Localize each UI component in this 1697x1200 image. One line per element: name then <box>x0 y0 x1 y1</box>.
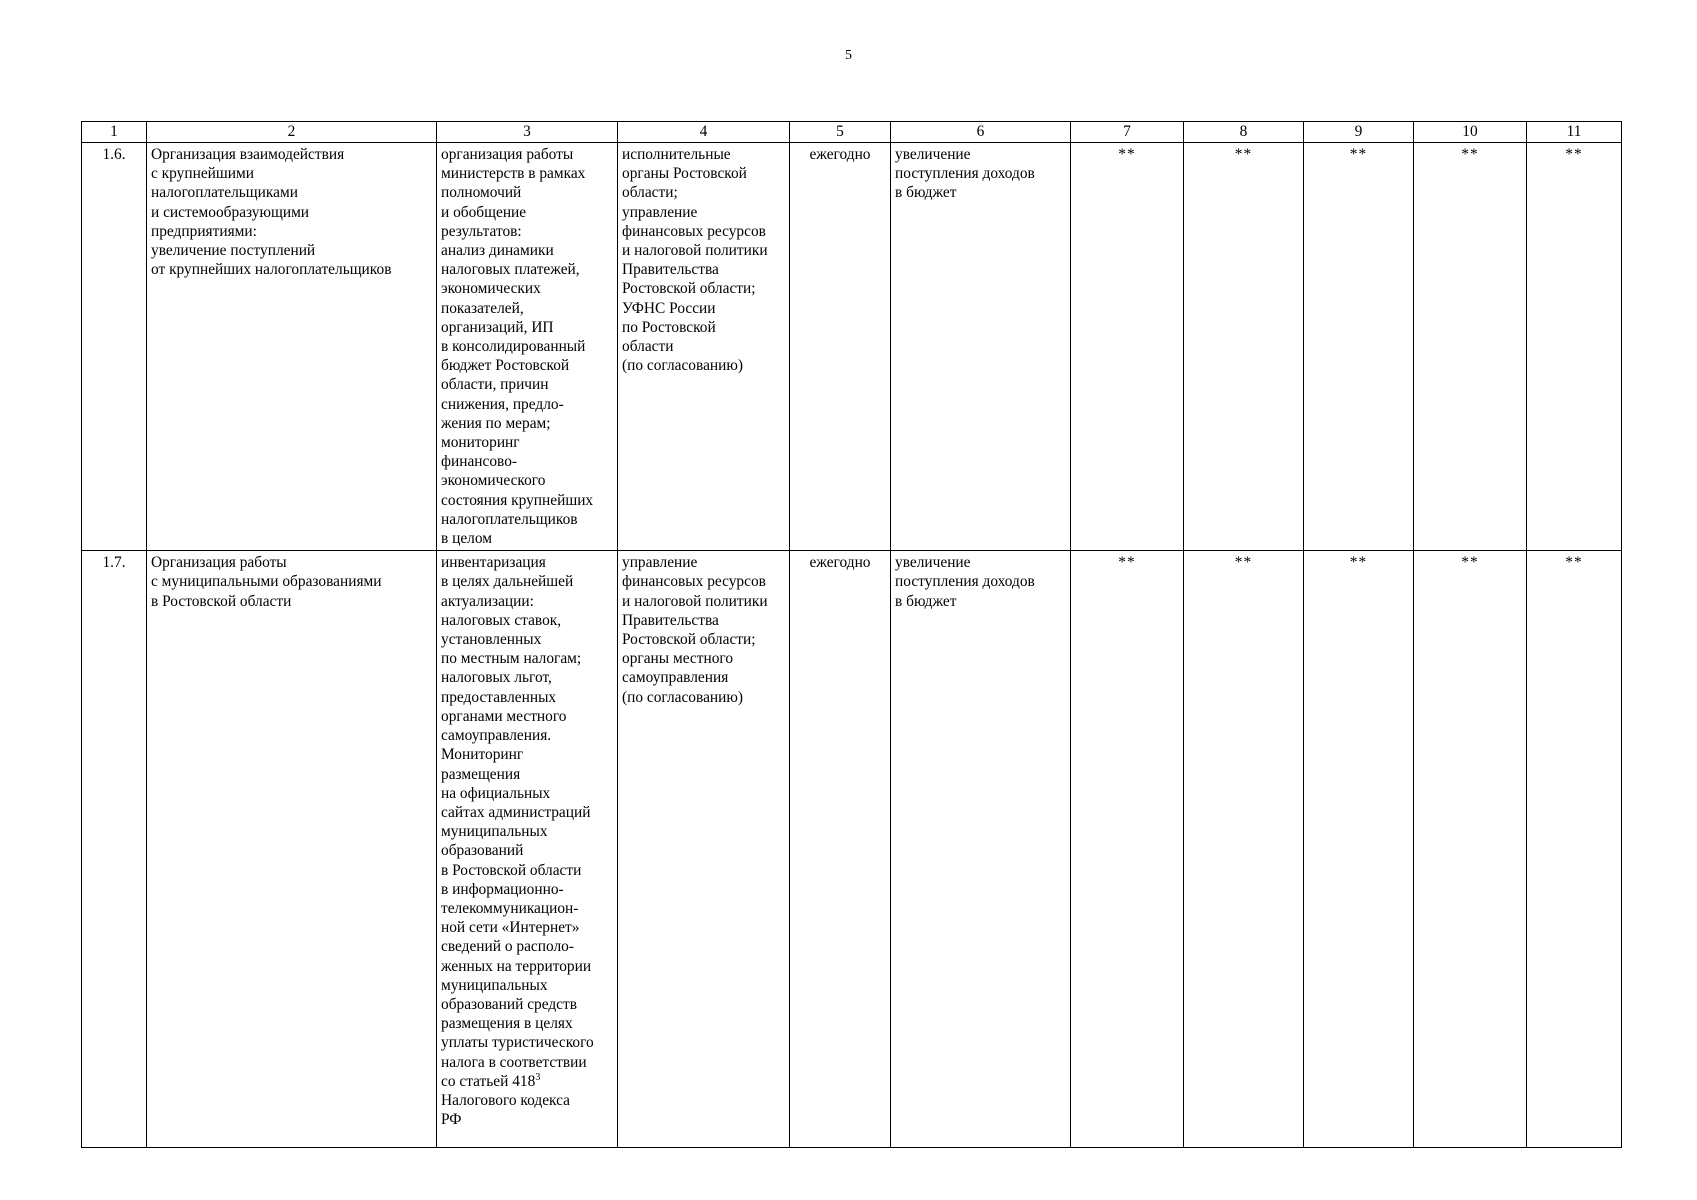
measure-name-line: от крупнейших налогоплательщиков <box>151 261 392 279</box>
measure-name-line: Организация взаимодействия <box>151 146 345 163</box>
article-text: со статьей 418 <box>441 1072 536 1090</box>
measure-name-line: Организация работы <box>151 554 287 572</box>
executors-line: УФНС России <box>622 299 716 317</box>
actions-line: показателей, <box>441 299 524 317</box>
actions-line: экономического <box>441 472 546 490</box>
result-line: поступления доходов <box>895 165 1035 183</box>
actions-line: муниципальных <box>441 976 548 994</box>
actions-line: экономических <box>441 280 541 298</box>
column-header: 2 <box>147 122 437 143</box>
row-number: 1.7. <box>82 551 147 1148</box>
executors-line: управление <box>622 554 698 572</box>
executors-line: и налоговой политики <box>622 592 768 610</box>
actions-line: на официальных <box>441 784 551 802</box>
measure-name-line: с крупнейшими <box>151 165 254 183</box>
executors-line: области <box>622 338 674 356</box>
executors-line: самоуправления <box>622 669 729 687</box>
value-cell-9: ** <box>1304 143 1414 551</box>
column-header: 6 <box>891 122 1071 143</box>
result-cell <box>891 551 1071 1148</box>
period-cell: ежегодно <box>790 551 891 1148</box>
page-number: 5 <box>845 48 852 63</box>
actions-line: муниципальных <box>441 823 548 841</box>
actions-line: в целом <box>441 530 493 548</box>
value-cell-8: ** <box>1184 551 1304 1148</box>
actions-line: министерств в рамках <box>441 165 586 183</box>
measures-table <box>81 121 1622 1148</box>
measure-name-line: с муниципальными образованиями <box>151 573 382 591</box>
value-cell-11: ** <box>1527 551 1622 1148</box>
actions-line: области, причин <box>441 376 549 394</box>
column-header: 7 <box>1071 122 1184 143</box>
measure-name-line: увеличение поступлений <box>151 242 316 260</box>
measure-name-cell <box>147 143 437 551</box>
actions-line: и обобщение <box>441 203 527 221</box>
executors-line: органы Ростовской <box>622 165 747 183</box>
executors-line: Правительства <box>622 261 719 279</box>
column-header: 4 <box>618 122 790 143</box>
executors-line: по Ростовской <box>622 318 716 336</box>
actions-line: Налогового кодекса <box>441 1091 570 1109</box>
actions-line: состояния крупнейших <box>441 491 594 509</box>
actions-line: образований <box>441 842 524 860</box>
executors-line: исполнительные <box>622 146 731 163</box>
column-header: 10 <box>1414 122 1527 143</box>
actions-line: снижения, предло- <box>441 395 564 413</box>
measure-name-line: налогоплательщиками <box>151 184 298 202</box>
result-line: в бюджет <box>895 592 957 610</box>
actions-line: финансово- <box>441 453 518 471</box>
actions-line: налоговых платежей, <box>441 261 580 279</box>
actions-line: результатов: <box>441 222 522 240</box>
value-cell-8: ** <box>1184 143 1304 551</box>
executors-line: Ростовской области; <box>622 631 756 649</box>
actions-line: организаций, ИП <box>441 318 554 336</box>
actions-line: телекоммуникацион- <box>441 899 579 917</box>
period-cell: ежегодно <box>790 143 891 551</box>
actions-line: сведений о располо- <box>441 938 574 956</box>
value-cell-10: ** <box>1414 143 1527 551</box>
column-number-row <box>82 122 1622 143</box>
actions-line: ной сети «Интернет» <box>441 919 580 937</box>
result-line: увеличение <box>895 146 971 163</box>
actions-line: налоговых льгот, <box>441 669 552 687</box>
actions-line: организация работы <box>441 146 574 163</box>
actions-line: самоуправления. <box>441 727 552 745</box>
actions-line: женных на территории <box>441 957 592 975</box>
executors-line: (по согласованию) <box>622 688 743 706</box>
actions-line: актуализации: <box>441 592 534 610</box>
actions-line: жения по мерам; <box>441 414 551 432</box>
actions-line: сайтах администраций <box>441 803 591 821</box>
row-number: 1.6. <box>82 143 147 551</box>
actions-line: инвентаризация <box>441 554 546 572</box>
result-cell <box>891 143 1071 551</box>
executors-line: и налоговой политики <box>622 242 768 260</box>
table-row <box>82 551 1622 1148</box>
actions-line: налоговых ставок, <box>441 611 562 629</box>
actions-line: в консолидированный <box>441 338 586 356</box>
executors-line: области; <box>622 184 678 202</box>
executors-line: органы местного <box>622 650 734 668</box>
actions-line: бюджет Ростовской <box>441 357 570 375</box>
column-header: 11 <box>1527 122 1622 143</box>
actions-line: установленных <box>441 631 542 649</box>
value-cell-7: ** <box>1071 551 1184 1148</box>
executors-cell <box>618 551 790 1148</box>
actions-cell <box>437 551 618 1148</box>
executors-line: управление <box>622 203 698 221</box>
actions-line: органами местного <box>441 707 567 725</box>
actions-line: уплаты туристического <box>441 1034 594 1052</box>
actions-line: размещения в целях <box>441 1015 573 1033</box>
result-line: поступления доходов <box>895 573 1035 591</box>
actions-line: в информационно- <box>441 880 564 898</box>
actions-cell <box>437 143 618 551</box>
actions-line: в Ростовской области <box>441 861 582 879</box>
article-line <box>441 1072 613 1091</box>
executors-line: финансовых ресурсов <box>622 222 766 240</box>
executors-line: (по согласованию) <box>622 357 743 375</box>
article-superscript: 3 <box>535 1071 541 1083</box>
value-cell-11: ** <box>1527 143 1622 551</box>
actions-line: Мониторинг <box>441 746 524 764</box>
executors-cell <box>618 143 790 551</box>
column-header: 9 <box>1304 122 1414 143</box>
result-line: увеличение <box>895 554 971 572</box>
actions-line: образований средств <box>441 995 577 1013</box>
actions-line: в целях дальнейшей <box>441 573 574 591</box>
measure-name-line: в Ростовской области <box>151 592 292 610</box>
column-header: 1 <box>82 122 147 143</box>
column-header: 8 <box>1184 122 1304 143</box>
result-line: в бюджет <box>895 184 957 202</box>
measure-name-line: предприятиями: <box>151 222 257 240</box>
table-row <box>82 143 1622 551</box>
actions-line: РФ <box>441 1111 462 1129</box>
executors-line: Правительства <box>622 611 719 629</box>
measure-name-line: и системообразующими <box>151 203 310 221</box>
column-header: 5 <box>790 122 891 143</box>
value-cell-9: ** <box>1304 551 1414 1148</box>
actions-line: по местным налогам; <box>441 650 582 668</box>
actions-line: предоставленных <box>441 688 557 706</box>
executors-line: финансовых ресурсов <box>622 573 766 591</box>
column-header: 3 <box>437 122 618 143</box>
actions-line: мониторинг <box>441 434 520 452</box>
value-cell-7: ** <box>1071 143 1184 551</box>
actions-line: полномочий <box>441 184 522 202</box>
actions-line: анализ динамики <box>441 242 554 260</box>
actions-line: размещения <box>441 765 521 783</box>
actions-line: налогоплательщиков <box>441 510 578 528</box>
executors-line: Ростовской области; <box>622 280 756 298</box>
actions-line: налога в соответствии <box>441 1053 587 1071</box>
measure-name-cell <box>147 551 437 1148</box>
value-cell-10: ** <box>1414 551 1527 1148</box>
